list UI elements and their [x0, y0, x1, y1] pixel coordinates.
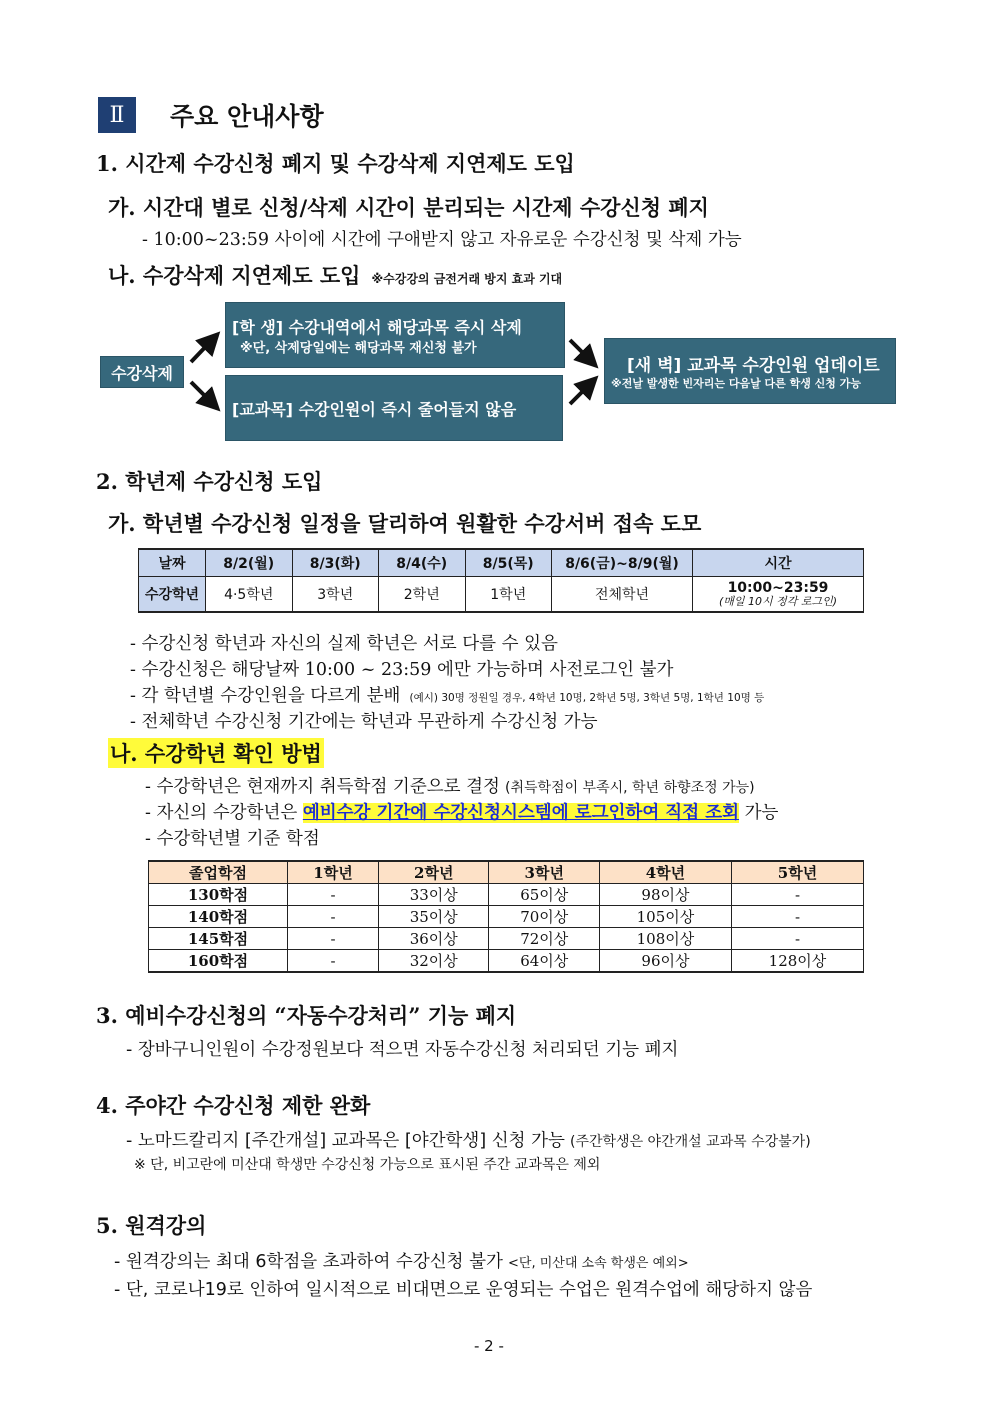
schedule-header-cell: 8/3(화) — [292, 549, 379, 577]
s2-bullet-4: - 전체학년 수강신청 기간에는 학년과 무관하게 수강신청 가능 — [130, 712, 598, 732]
schedule-time-cell — [693, 577, 864, 613]
s4-item-line — [126, 1127, 811, 1152]
s1-b-title: 나. 수강삭제 지연제도 도입 — [108, 263, 361, 288]
flow-dawn-line2: ※전날 발생한 빈자리는 다음날 다른 학생 신청 가능 — [611, 377, 862, 390]
flow-start-label: 수강삭제 — [111, 363, 173, 383]
arrow-to-dawn-top — [570, 340, 590, 360]
credits-cell: 65이상 — [489, 884, 599, 906]
credits-header-cell: 4학년 — [599, 861, 731, 884]
credits-cell: 108이상 — [599, 928, 731, 950]
credits-header-cell: 1학년 — [288, 861, 379, 884]
credits-cell: 35이상 — [379, 906, 489, 928]
credits-header-row — [149, 861, 864, 884]
credits-header-cell: 졸업학점 — [149, 861, 288, 884]
schedule-header-cell: 8/5(목) — [465, 549, 552, 577]
schedule-cell: 전체학년 — [552, 577, 693, 613]
schedule-header-cell: 8/2(월) — [206, 549, 293, 577]
s4-item-note: (주간학생은 야간개설 교과목 수강불가) — [570, 1134, 811, 1150]
s2-bullet-3-line — [130, 682, 764, 707]
s4-title: 4. 주야간 수강신청 제한 완화 — [96, 1093, 371, 1118]
s2-b-item2-line — [145, 799, 778, 824]
credits-cell: 160학점 — [149, 950, 288, 973]
schedule-time-main: 10:00~23:59 — [727, 579, 829, 596]
s3-item: - 장바구니인원이 수강정원보다 적으면 자동수강신청 처리되던 기능 폐지 — [126, 1040, 679, 1060]
flow-dawn-line1: [새 벽] 교과목 수강인원 업데이트 — [627, 356, 880, 376]
credits-cell: 130학점 — [149, 884, 288, 906]
s4-note: ※ 단, 비고란에 미산대 학생만 수강신청 가능으로 표시된 주간 교과목은 제외 — [134, 1157, 601, 1173]
s2-b-title: 나. 수강학년 확인 방법 — [108, 738, 324, 768]
s2-b-item2-post: 가능 — [739, 803, 779, 823]
credits-row — [149, 884, 864, 906]
arrow-up-right — [191, 340, 212, 362]
schedule-table — [138, 548, 864, 613]
s2-b-item3: - 수강학년별 기준 학점 — [145, 829, 320, 849]
flow-arrows — [0, 0, 992, 460]
credits-cell: 70이상 — [489, 906, 599, 928]
s5-item1-line — [114, 1248, 689, 1273]
arrow-to-dawn-bottom — [570, 384, 590, 404]
schedule-header-cell: 8/4(수) — [379, 549, 466, 577]
s2-b-item1: - 수강학년은 현재까지 취득학점 기준으로 결정 — [145, 777, 500, 797]
credits-cell: 105이상 — [599, 906, 731, 928]
s3-title: 3. 예비수강신청의 “자동수강처리” 기능 폐지 — [96, 1003, 517, 1028]
credits-cell: 140학점 — [149, 906, 288, 928]
credits-row — [149, 906, 864, 928]
credits-cell: 98이상 — [599, 884, 731, 906]
s2-bullet-3: - 각 학년별 수강인원을 다르게 분배 — [130, 686, 401, 706]
flow-student-line1: [학 생] 수강내역에서 해당과목 즉시 삭제 — [232, 318, 522, 337]
s4-item: - 노마드칼리지 [주간개설] 교과목은 [야간학생] 신청 가능 — [126, 1131, 565, 1151]
credits-row — [149, 928, 864, 950]
s2-a-title: 가. 학년별 수강신청 일정을 달리하여 원활한 수강서버 접속 도모 — [108, 511, 702, 536]
schedule-cell: 1학년 — [465, 577, 552, 613]
arrow-down-right — [191, 382, 212, 403]
s1-a-title: 가. 시간대 별로 신청/삭제 시간이 분리되는 시간제 수강신청 폐지 — [108, 195, 709, 220]
s5-title: 5. 원격강의 — [96, 1213, 207, 1238]
s5-item1: - 원격강의는 최대 6학점을 초과하여 수강신청 불가 — [114, 1252, 503, 1272]
section-title: 주요 안내사항 — [170, 102, 324, 131]
credits-cell: - — [731, 928, 863, 950]
s2-b-item2-pre: - 자신의 수강학년은 — [145, 803, 303, 823]
credits-cell: - — [288, 950, 379, 973]
schedule-row — [139, 577, 864, 613]
credits-cell: - — [731, 884, 863, 906]
s2-title: 2. 학년제 수강신청 도입 — [96, 469, 323, 494]
schedule-header-cell: 날짜 — [139, 549, 206, 577]
credits-cell: - — [731, 906, 863, 928]
credits-header-cell: 5학년 — [731, 861, 863, 884]
schedule-header-cell: 8/6(금)~8/9(월) — [552, 549, 693, 577]
credits-cell: - — [288, 906, 379, 928]
credits-cell: 32이상 — [379, 950, 489, 973]
credits-header-cell: 3학년 — [489, 861, 599, 884]
credits-cell: 145학점 — [149, 928, 288, 950]
flow-student-line2: ※단, 삭제당일에는 해당과목 재신청 불가 — [240, 341, 477, 356]
s2-bullet-3-note: (예시) 30명 정원일 경우, 4학년 10명, 2학년 5명, 3학년 5명, 1학년 10명 등 — [409, 692, 765, 704]
s2-b-item1-note: (취득학점이 부족시, 학년 하향조정 가능) — [505, 780, 755, 796]
credits-cell: 33이상 — [379, 884, 489, 906]
schedule-row-label: 수강학년 — [139, 577, 206, 613]
credits-header-cell: 2학년 — [379, 861, 489, 884]
s1-title: 1. 시간제 수강신청 폐지 및 수강삭제 지연제도 도입 — [96, 151, 575, 176]
credits-table — [148, 860, 864, 973]
s5-item2: - 단, 코로나19로 인하여 일시적으로 비대면으로 운영되는 수업은 원격수업에 해당하지 않음 — [114, 1280, 813, 1300]
credits-row — [149, 950, 864, 973]
s2-b-item2-highlight: 예비수강 기간에 수강신청시스템에 로그인하여 직접 조회 — [302, 803, 740, 823]
credits-cell: 128이상 — [731, 950, 863, 973]
credits-cell: 72이상 — [489, 928, 599, 950]
schedule-cell: 2학년 — [379, 577, 466, 613]
credits-cell: - — [288, 928, 379, 950]
s1-b-note: ※수강강의 금전거래 방지 효과 기대 — [371, 272, 563, 286]
flow-course-label: [교과목] 수강인원이 즉시 줄어들지 않음 — [232, 399, 517, 419]
s2-bullet-1: - 수강신청 학년과 자신의 실제 학년은 서로 다를 수 있음 — [130, 634, 558, 654]
credits-cell: 64이상 — [489, 950, 599, 973]
s1-a-item: - 10:00~23:59 사이에 시간에 구애받지 않고 자유로운 수강신청 및 삭제 가능 — [142, 230, 742, 250]
credits-cell: 36이상 — [379, 928, 489, 950]
s2-b-item1-line — [145, 773, 755, 798]
schedule-header-cell: 시간 — [693, 549, 864, 577]
s5-item1-note: <단, 미산대 소속 학생은 예외> — [508, 1256, 689, 1271]
s2-bullet-2: - 수강신청은 해당날짜 10:00 ~ 23:59 에만 가능하며 사전로그인 불가 — [130, 660, 674, 680]
page-number: - 2 - — [474, 1337, 504, 1355]
credits-cell: - — [288, 884, 379, 906]
credits-cell: 96이상 — [599, 950, 731, 973]
schedule-time-note: (매일 10시 정각 로그인) — [718, 594, 838, 608]
schedule-cell: 4·5학년 — [206, 577, 293, 613]
schedule-cell: 3학년 — [292, 577, 379, 613]
section-roman-badge: Ⅱ — [98, 97, 136, 133]
schedule-header-row — [139, 549, 864, 577]
